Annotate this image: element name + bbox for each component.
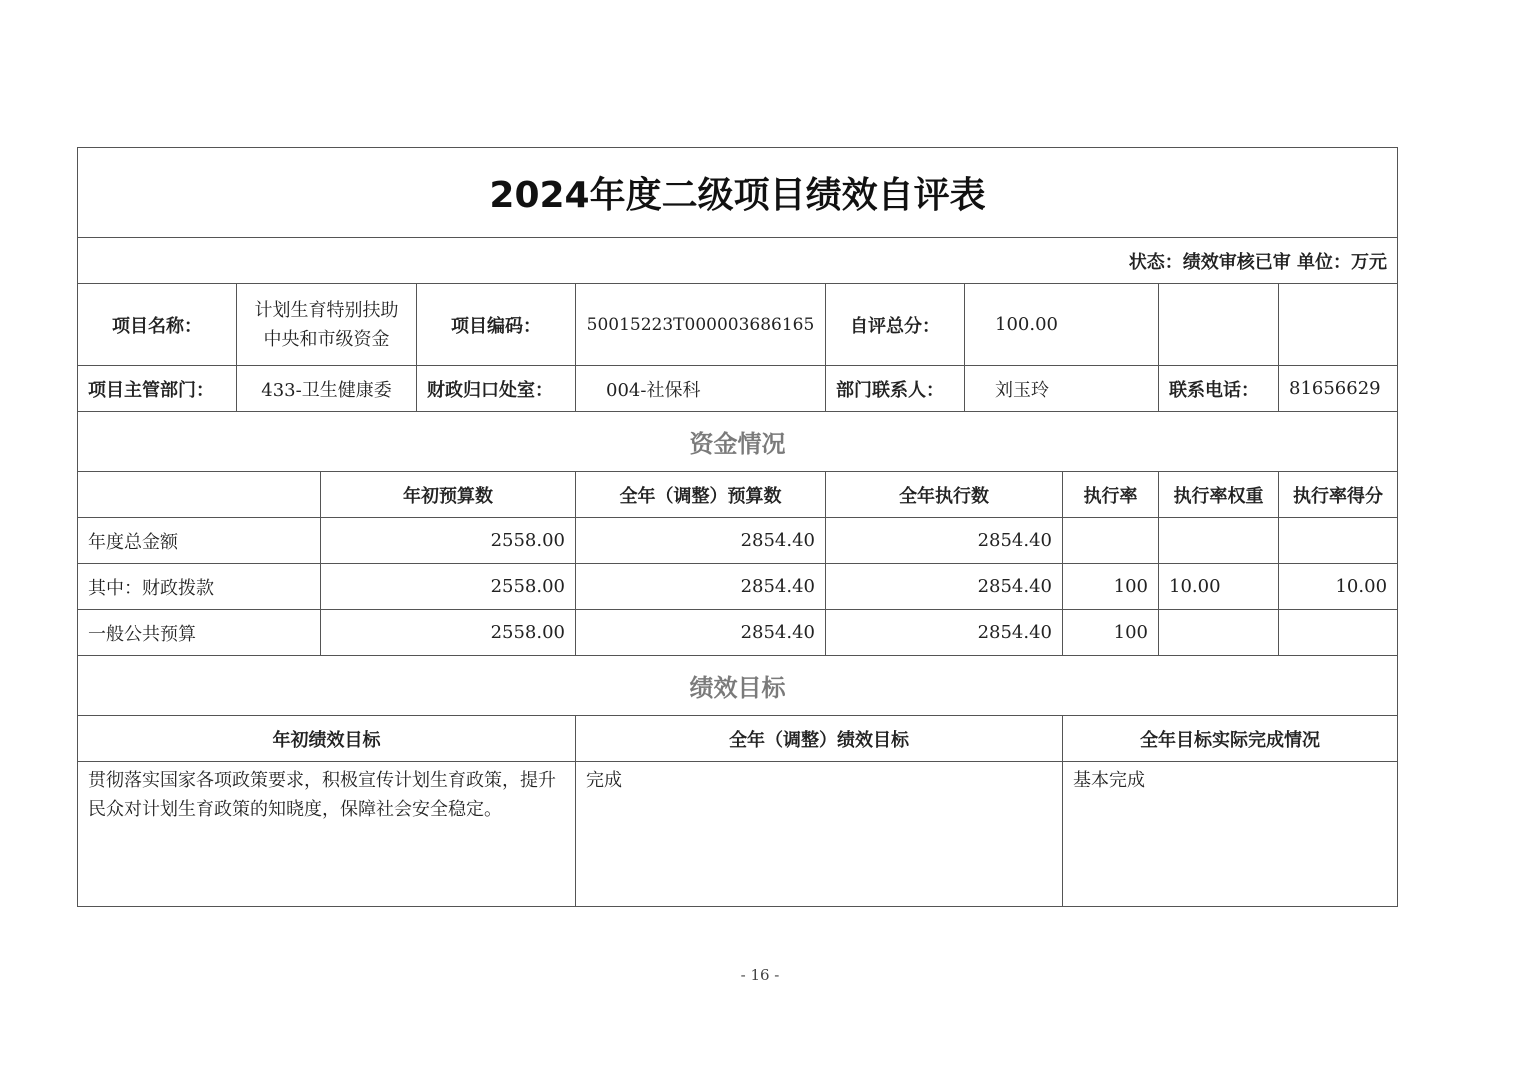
funds-cell-rate: 100 — [1063, 564, 1159, 610]
page-title: 2024年度二级项目绩效自评表 — [78, 148, 1398, 238]
funds-header-blank — [78, 472, 321, 518]
funds-cell-adjusted: 2854.40 — [576, 564, 826, 610]
goal-actual-text: 基本完成 — [1063, 762, 1398, 907]
funds-cell-score: 10.00 — [1279, 564, 1398, 610]
funds-header-exec-rate: 执行率 — [1063, 472, 1159, 518]
funds-cell-weight — [1159, 610, 1279, 656]
contact-value: 刘玉玲 — [965, 366, 1159, 412]
contact-label: 部门联系人： — [826, 366, 965, 412]
status-unit-line: 状态：绩效审核已审 单位：万元 — [78, 238, 1398, 284]
funds-cell-executed: 2854.40 — [826, 518, 1063, 564]
funds-cell-rate — [1063, 518, 1159, 564]
funds-cell-score — [1279, 518, 1398, 564]
funds-header-rate-weight: 执行率权重 — [1159, 472, 1279, 518]
funds-cell-initial: 2558.00 — [321, 518, 576, 564]
finance-office-label: 财政归口处室： — [417, 366, 576, 412]
table-row — [78, 518, 1398, 564]
goal-adjusted-text: 完成 — [576, 762, 1063, 907]
goal-initial-text: 贯彻落实国家各项政策要求，积极宣传计划生育政策，提升民众对计划生育政策的知晓度，保障社会安全稳定。 — [78, 762, 576, 907]
self-score-label: 自评总分： — [826, 284, 965, 366]
funds-cell-initial: 2558.00 — [321, 564, 576, 610]
phone-label: 联系电话： — [1159, 366, 1279, 412]
funds-cell-adjusted: 2854.40 — [576, 610, 826, 656]
funds-cell-executed: 2854.40 — [826, 610, 1063, 656]
funds-header-rate-score: 执行率得分 — [1279, 472, 1398, 518]
project-name-value: 计划生育特别扶助中央和市级资金 — [237, 284, 417, 366]
goals-header-actual: 全年目标实际完成情况 — [1063, 716, 1398, 762]
funds-cell-executed: 2854.40 — [826, 564, 1063, 610]
project-code-label: 项目编码： — [417, 284, 576, 366]
table-row — [78, 564, 1398, 610]
goals-header-initial: 年初绩效目标 — [78, 716, 576, 762]
goals-header-adjusted: 全年（调整）绩效目标 — [576, 716, 1063, 762]
empty-cell — [1159, 284, 1279, 366]
phone-value: 81656629 — [1279, 366, 1398, 412]
performance-evaluation-table — [77, 147, 1398, 907]
goals-section-title: 绩效目标 — [78, 656, 1398, 716]
funds-row-label: 一般公共预算 — [78, 610, 321, 656]
finance-office-value: 004-社保科 — [576, 366, 826, 412]
self-score-value: 100.00 — [965, 284, 1159, 366]
page-number: - 16 - — [740, 966, 780, 984]
dept-label: 项目主管部门： — [78, 366, 237, 412]
funds-header-adjusted-budget: 全年（调整）预算数 — [576, 472, 826, 518]
funds-cell-rate: 100 — [1063, 610, 1159, 656]
funds-cell-score — [1279, 610, 1398, 656]
empty-cell — [1279, 284, 1398, 366]
funds-header-executed: 全年执行数 — [826, 472, 1063, 518]
funds-row-label: 其中：财政拨款 — [78, 564, 321, 610]
funds-header-initial-budget: 年初预算数 — [321, 472, 576, 518]
funds-cell-weight — [1159, 518, 1279, 564]
funds-cell-initial: 2558.00 — [321, 610, 576, 656]
funds-cell-adjusted: 2854.40 — [576, 518, 826, 564]
table-row — [78, 610, 1398, 656]
funds-row-label: 年度总金额 — [78, 518, 321, 564]
project-name-label: 项目名称： — [78, 284, 237, 366]
funds-section-title: 资金情况 — [78, 412, 1398, 472]
project-code-value: 50015223T000003686165 — [576, 284, 826, 366]
dept-value: 433-卫生健康委 — [237, 366, 417, 412]
funds-cell-weight: 10.00 — [1159, 564, 1279, 610]
